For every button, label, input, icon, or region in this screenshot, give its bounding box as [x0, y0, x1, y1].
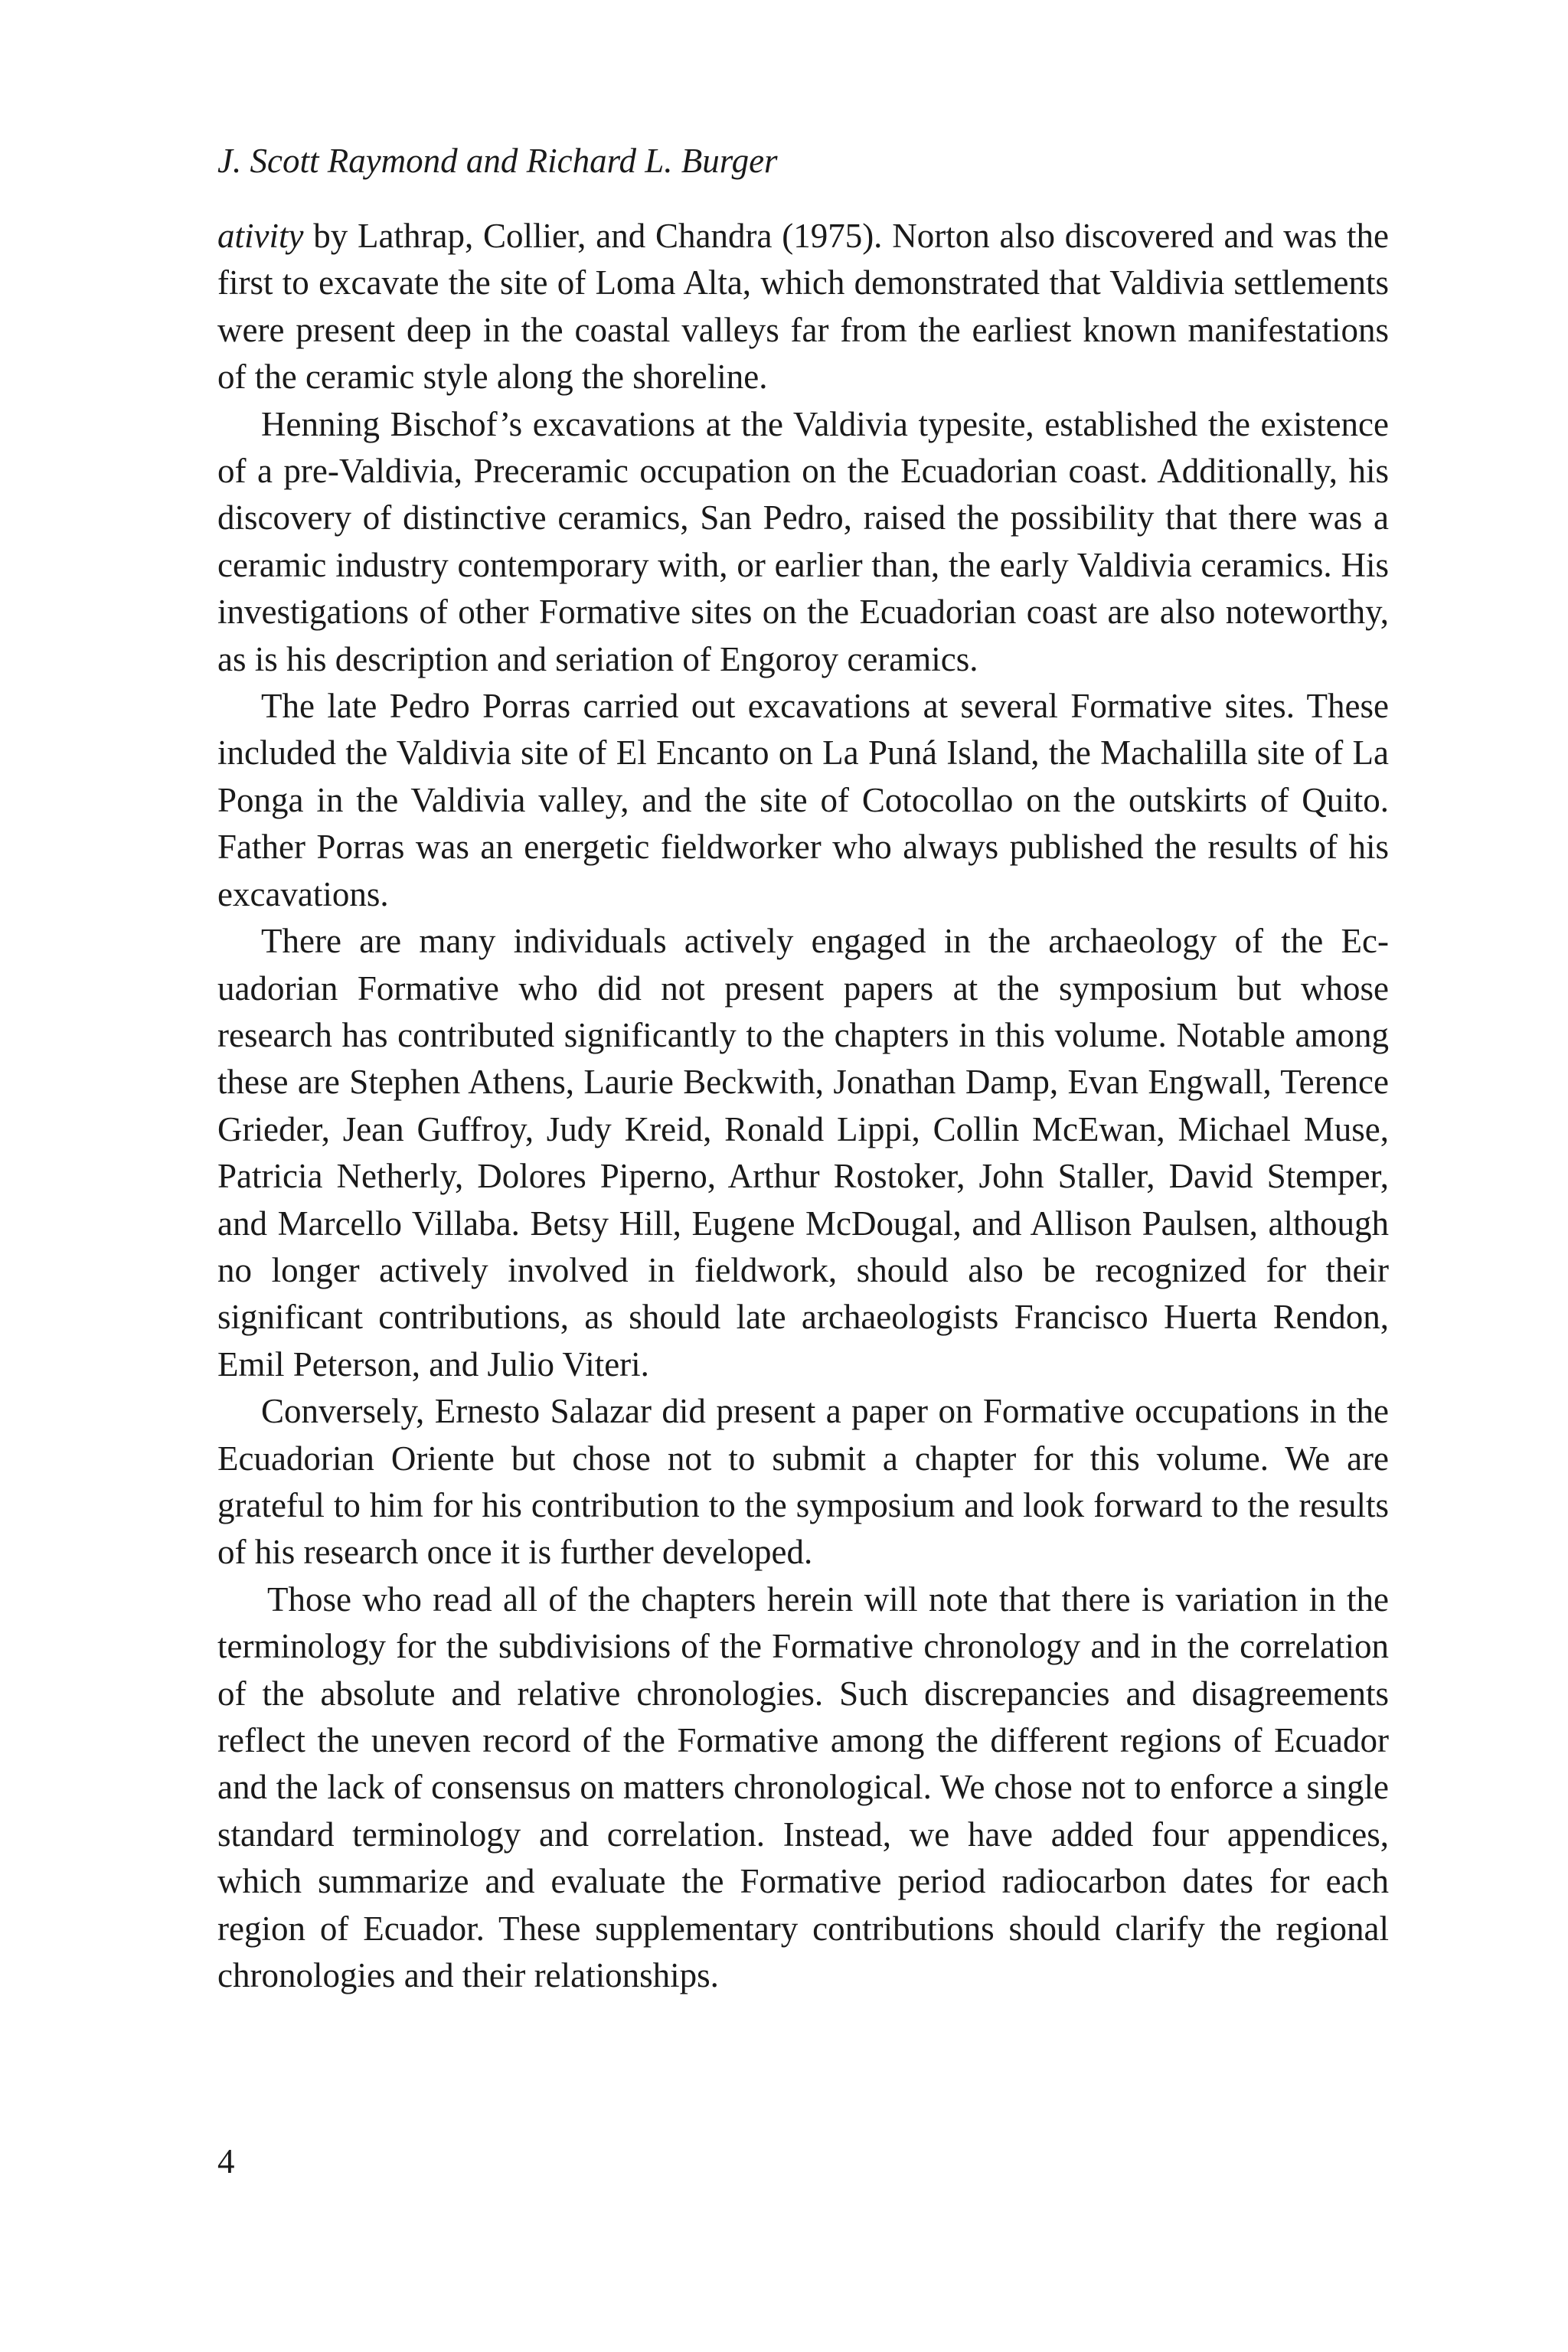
italic-word: ativity	[217, 217, 304, 255]
paragraph-1	[217, 213, 1389, 401]
paragraph-2: Henning Bischof’s excavations at the Valdivia typesite, established the existence of a pre-Valdivia, Preceramic occupation on the Ecuadorian coast. Additionally, his discovery of distinctive ceramics, San Pedro, raised the possibility that there was a ceramic industry contemporary with, or earlier than, the early Valdivia ceramics. His investigations of other Formative sites on the Ecuadorian coast are also noteworthy, as is his description and seriation of Engoroy ceramics.	[217, 404, 1389, 678]
running-head: J. Scott Raymond and Richard L. Burger	[217, 142, 778, 180]
page-number: 4	[217, 2142, 235, 2180]
paragraph-6: Those who read all of the chapters herein will note that there is variation in the terminology for the subdivisions of the Formative chronology and in the correlation of the absolute and relative chronologies. Such discrepancies and disagreements reflect the uneven record of the Formative among the different regions of Ecuador and the lack of consensus on matters chronological. We chose not to enforce a single standard terminology and correlation. Instead, we have added four appendices, which summarize and evaluate the Formative period radiocarbon dates for each region of Ecuador. These supplementary contributions should clarify the regional chronologies and their relationships.	[217, 1579, 1389, 1995]
paragraph-5: Conversely, Ernesto Salazar did present a paper on Formative occupations in the Ecuadorian Oriente but chose not to submit a chapter for this volume. We are grateful to him for his contribution to the symposium and look forward to the results of his research once it is further developed.	[217, 1392, 1389, 1572]
paragraph-3: The late Pedro Porras carried out excavations at several Formative sites. These included the Valdivia site of El Encanto on La Puná Island, the Machalilla site of La Ponga in the Valdivia valley, and the site of Cotocollao on the outskirts of Quito. Father Porras was an energetic fieldworker who always published the results of his excavations.	[217, 687, 1389, 913]
paragraph-text: by Lathrap, Collier, and Chandra (1975). Norton also discovered and was the first to excavate the site of Loma Alta, which demonstrated that Valdivia settlements were present deep in the coastal valleys far from the earliest known manifestations of the ceramic style along the shoreline.	[217, 217, 1389, 397]
paragraph-4: There are many individuals actively engaged in the archaeology of the Ecuadorian Formative who did not present papers at the symposium but whose research has contributed significantly to the chapters in this volume. Notable among these are Stephen Athens, Laurie Beckwith, Jonathan Damp, Evan Engwall, Terence Grieder, Jean Guffroy, Judy Kreid, Ronald Lippi, Collin McEwan, Michael Muse, Patricia Netherly, Dolores Piperno, Arthur Rostoker, John Staller, David Stemper, and Marcello Villaba. Betsy Hill, Eugene McDougal, and Allison Paulsen, although no longer actively involved in fieldwork, should also be recognized for their significant contributions, as should late archaeologists Francisco Huerta Rendon, Emil Peterson, and Julio Viteri.	[217, 922, 1389, 1383]
body-text	[217, 213, 1389, 1999]
